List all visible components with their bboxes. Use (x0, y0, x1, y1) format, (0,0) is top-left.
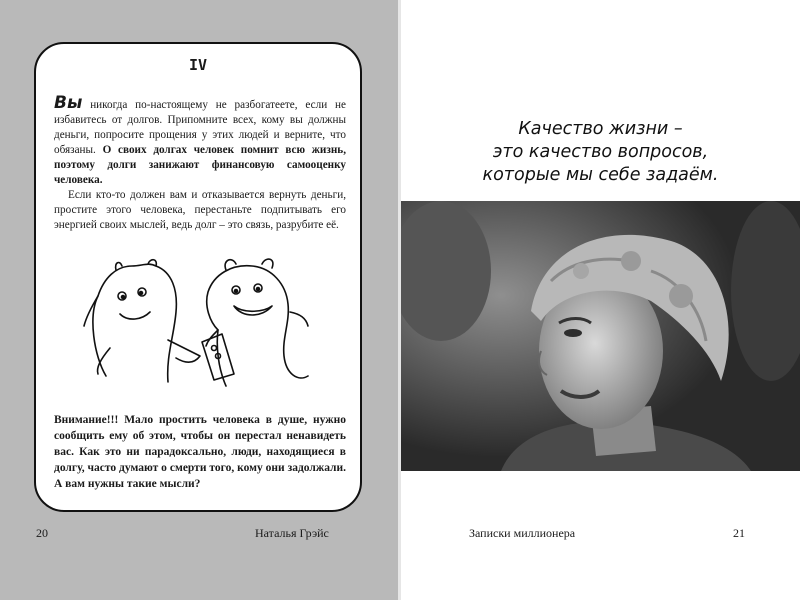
paragraph-1-bold: О своих долгах человек помнит всю жизнь, поэтому долги занижают финансовую самооценку человека. (54, 144, 346, 186)
right-page-number: 21 (733, 526, 745, 540)
left-page-number: 20 (36, 526, 48, 540)
illustration-two-monsters (76, 256, 316, 406)
left-page (0, 0, 398, 600)
paragraph-2: Если кто-то должен вам и отказывается вернуть деньги, простите этого человека, перестаньте подпитывать его энергией своих мыслей, ведь долг – это связь, разрубите её. (54, 189, 346, 231)
paragraph-1-text: никогда по-настоящему не разбогатеете, если не избавитесь от долгов. Припомните всех, кому вы должны деньги, попросите прощения у этих людей и верните, что обязаны. (54, 99, 346, 156)
quote (401, 118, 800, 187)
warning-paragraph: Внимание!!! Мало простить человека в душе, нужно сообщить ему об этом, чтобы он перестал ненавидеть вас. Как это ни парадоксально, люди, находящиеся в долгу, часто думают о смерти того, кому они задолжали. А вам нужны такие мысли? (54, 414, 346, 490)
left-running-head: Наталья Грэйс (255, 526, 329, 540)
photo-woman-headscarf (401, 201, 800, 471)
drop-word: Вы (54, 93, 83, 113)
right-running-head: Записки миллионера (469, 526, 576, 540)
chapter-number: IV (188, 56, 208, 74)
right-page (401, 0, 800, 600)
quote-line-1: Качество жизни – (518, 119, 683, 139)
quote-line-2: это качество вопросов, (492, 142, 709, 162)
text-card (34, 42, 362, 512)
paragraph-1 (54, 93, 346, 188)
card-body-text (54, 93, 346, 233)
quote-line-3: которые мы себе задаём. (482, 165, 719, 185)
